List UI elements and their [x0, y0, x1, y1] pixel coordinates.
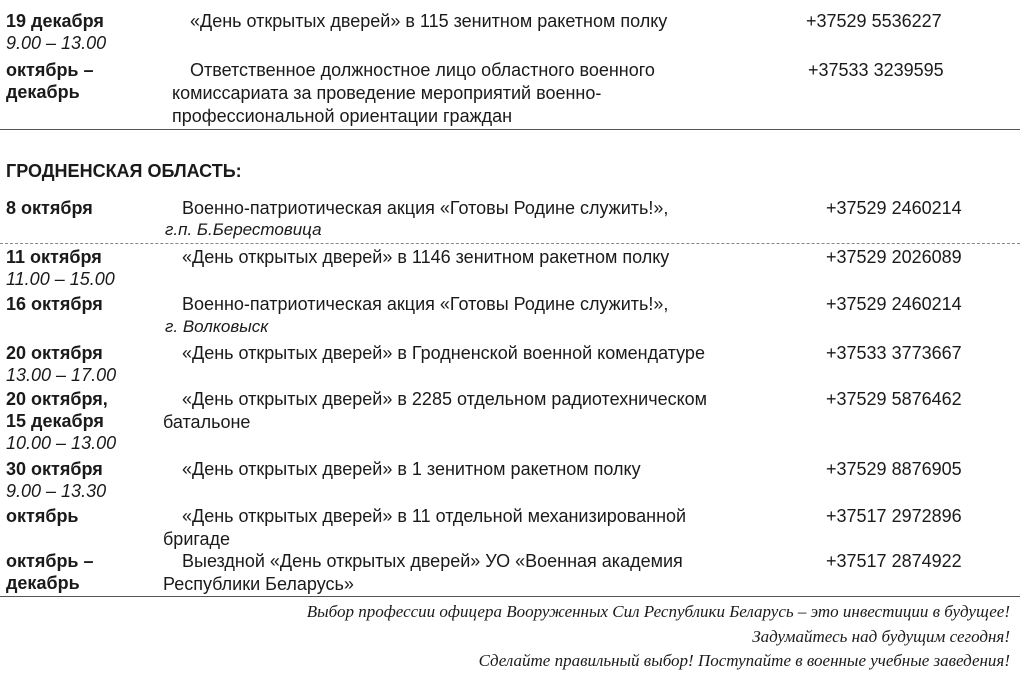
event-date: 20 октября	[6, 343, 103, 363]
event-description: «День открытых дверей» в 115 зенитном ракетном полку	[190, 11, 668, 31]
footer-slogan: Выбор профессии офицера Вооруженных Сил Республики Беларусь – это инвестиции в будущее!	[306, 602, 1010, 621]
footer-slogan: Сделайте правильный выбор! Поступайте в военные учебные заведения!	[478, 651, 1010, 670]
region-heading: ГРОДНЕНСКАЯ ОБЛАСТЬ:	[6, 161, 242, 181]
event-date: 11 октября	[6, 247, 102, 267]
event-date: октябрь – декабрь	[6, 551, 94, 593]
event-description-line: бригаде	[163, 529, 231, 549]
event-description: Военно-патриотическая акция «Готовы Родине служить!»,	[182, 294, 669, 314]
event-description: «День открытых дверей» в 2285 отдельном радиотехническом	[182, 389, 708, 409]
contact-phone: +37529 5536227	[806, 11, 942, 31]
event-description: «День открытых дверей» в 1146 зенитном ракетном полку	[182, 247, 670, 267]
event-time: 11.00 – 15.00	[6, 269, 115, 289]
row-divider	[0, 243, 1020, 244]
event-place: г.п. Б.Берестовица	[165, 220, 322, 239]
event-time: 9.00 – 13.30	[6, 481, 107, 501]
event-date: октябрь	[6, 506, 79, 526]
event-description-line: Республики Беларусь»	[163, 574, 354, 594]
event-time: 9.00 – 13.00	[6, 33, 107, 53]
event-description-line: комиссариата за проведение мероприятий военно-	[172, 83, 602, 103]
contact-phone: +37517 2972896	[826, 506, 962, 526]
event-description: Выездной «День открытых дверей» УО «Военная академия	[182, 551, 683, 571]
event-description: «День открытых дверей» в Гродненской военной комендатуре	[182, 343, 705, 363]
footer-divider	[0, 596, 1020, 597]
contact-phone: +37533 3773667	[826, 343, 962, 363]
event-description: Военно-патриотическая акция «Готовы Родине служить!»,	[182, 198, 669, 218]
contact-phone: +37529 2460214	[826, 198, 962, 218]
contact-phone: +37529 5876462	[826, 389, 962, 409]
contact-phone: +37529 2026089	[826, 247, 962, 267]
footer-slogan: Задумайтесь над будущим сегодня!	[752, 627, 1010, 646]
contact-phone: +37529 2460214	[826, 294, 962, 314]
contact-phone: +37529 8876905	[826, 459, 962, 479]
event-description-line: профессиональной ориентации граждан	[172, 106, 513, 126]
event-date: 16 октября	[6, 294, 103, 314]
event-date: октябрь – декабрь	[6, 60, 94, 102]
event-date: 20 октября, 15 декабря	[6, 389, 108, 431]
event-place: г. Волковыск	[165, 317, 269, 336]
contact-phone: +37533 3239595	[808, 60, 944, 80]
event-description: «День открытых дверей» в 1 зенитном ракетном полку	[182, 459, 641, 479]
section-divider	[0, 129, 1020, 130]
event-date: 8 октября	[6, 198, 93, 218]
event-description: «День открытых дверей» в 11 отдельной механизированной	[182, 506, 687, 526]
event-description-line: батальоне	[163, 412, 251, 432]
event-time: 10.00 – 13.00	[6, 433, 117, 453]
event-description: Ответственное должностное лицо областного военного	[190, 60, 655, 80]
event-date: 30 октября	[6, 459, 103, 479]
event-time: 13.00 – 17.00	[6, 365, 117, 385]
event-date: 19 декабря	[6, 11, 104, 31]
contact-phone: +37517 2874922	[826, 551, 962, 571]
